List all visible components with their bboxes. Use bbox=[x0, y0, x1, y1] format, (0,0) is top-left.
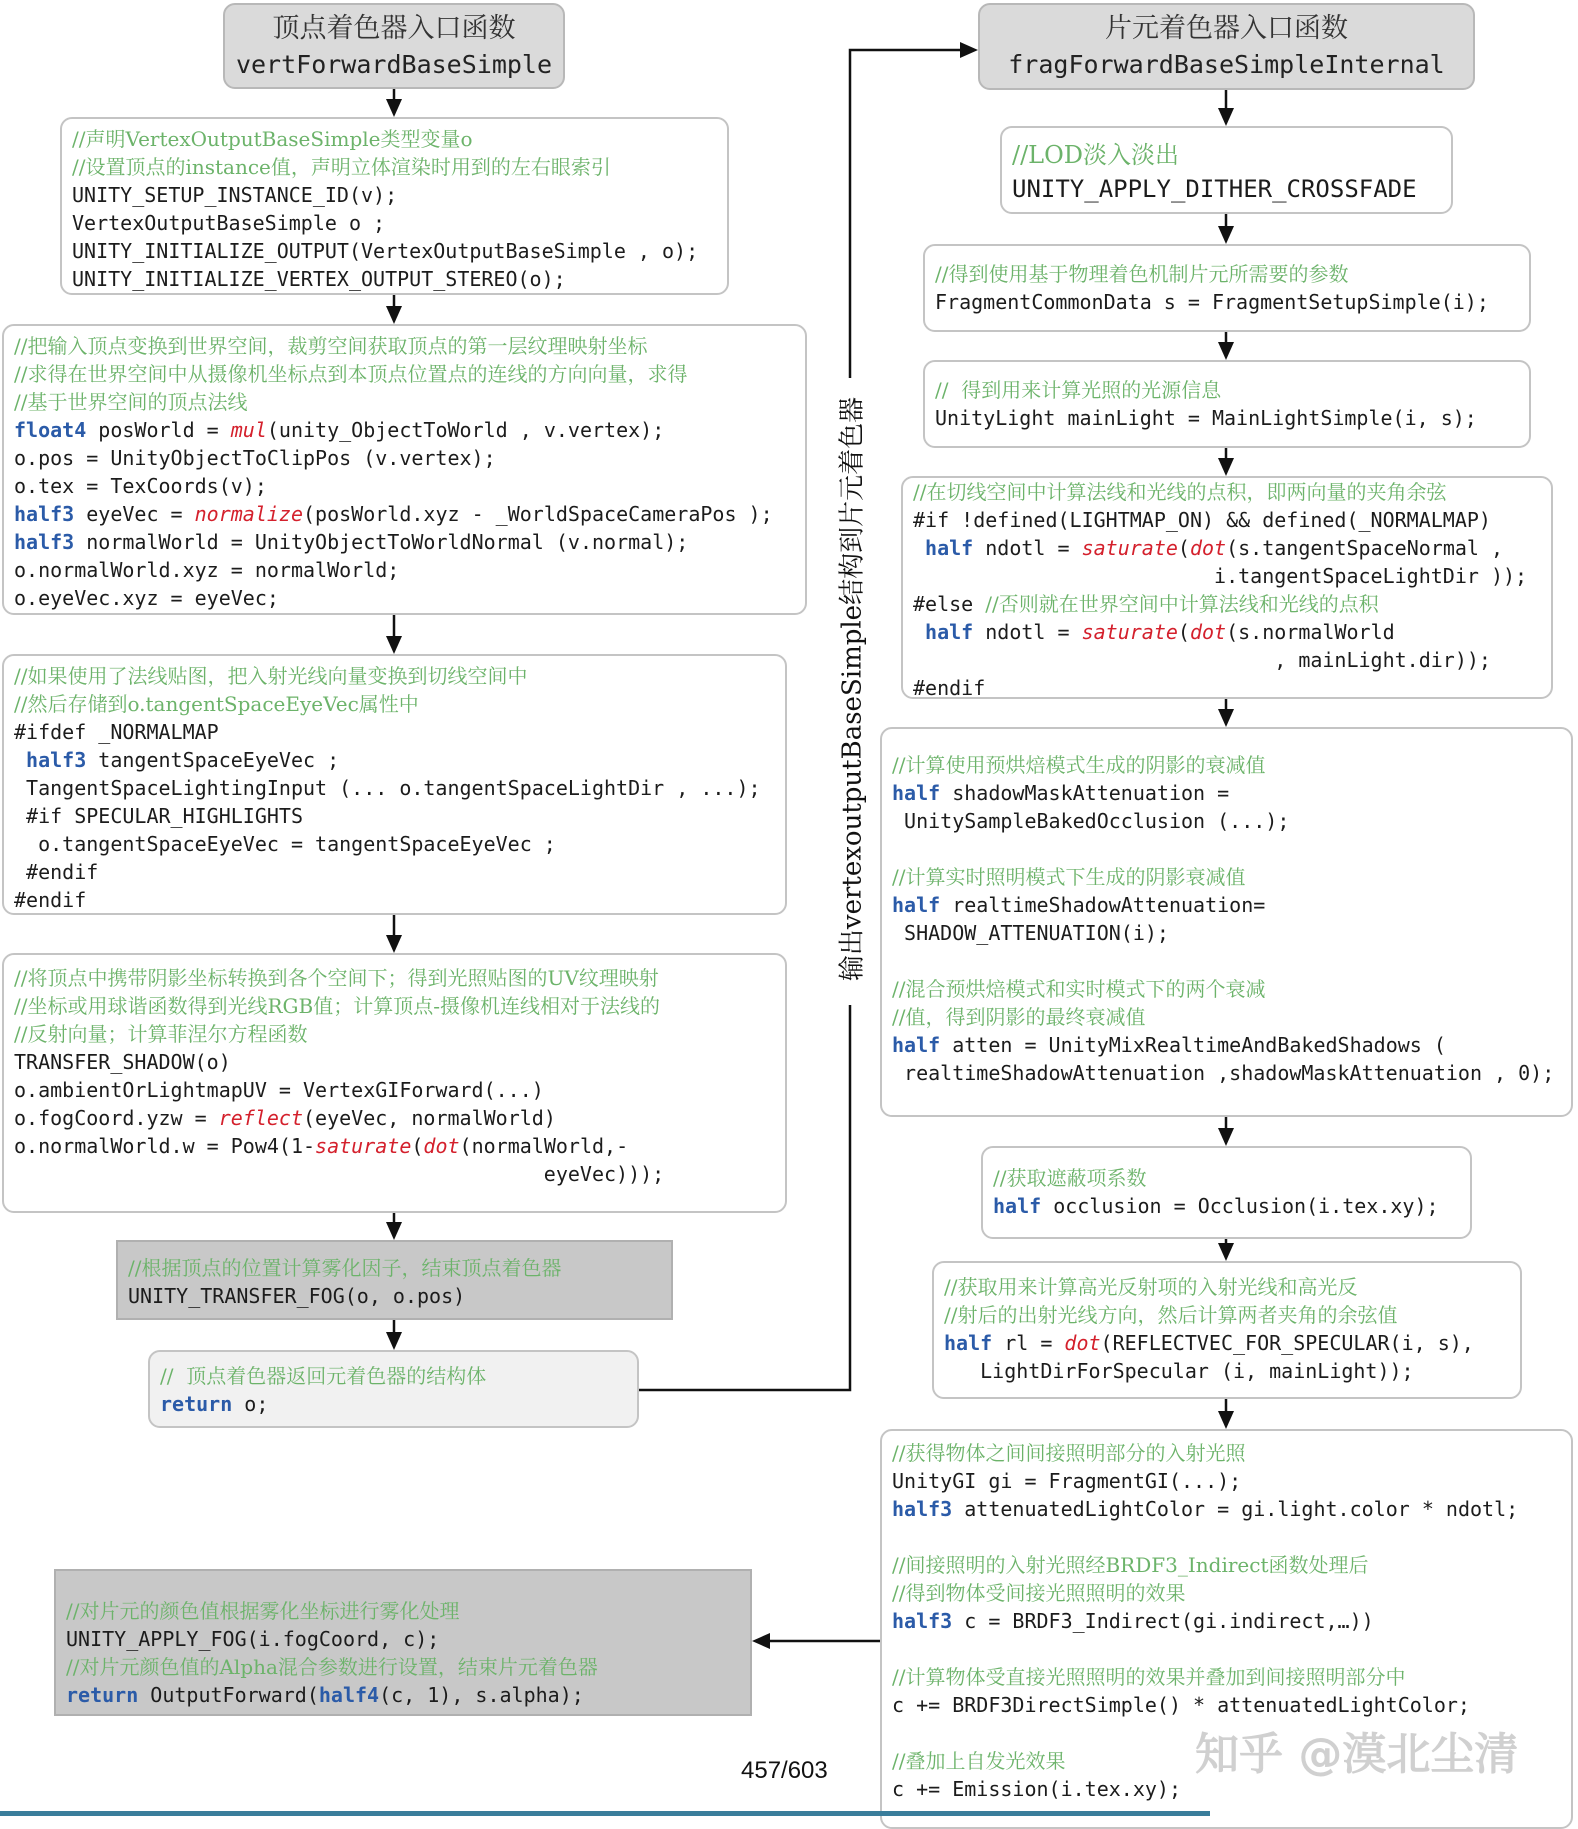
code-comment: //坐标或用球谐函数得到光线RGB值；计算顶点-摄像机连线相对于法线的 bbox=[14, 994, 660, 1018]
code-line bbox=[913, 646, 1541, 674]
code-line bbox=[892, 1439, 1561, 1467]
code-keyword: return bbox=[160, 1392, 233, 1416]
code-line bbox=[935, 288, 1519, 316]
code-text: normalWorld = UnityObjectToWorldNormal (v.normal); bbox=[74, 530, 689, 554]
code-text: (eyeVec, normalWorld) bbox=[303, 1106, 556, 1130]
code-intrinsic: dot bbox=[1189, 536, 1227, 560]
code-line bbox=[993, 1192, 1460, 1220]
code-line bbox=[14, 662, 775, 690]
code-text: (posWorld.xyz - _WorldSpaceCameraPos ); bbox=[303, 502, 773, 526]
code-text: rl = bbox=[992, 1331, 1065, 1355]
code-text: tangentSpaceEyeVec ; bbox=[86, 748, 340, 772]
code-comment: // 得到用来计算光照的光源信息 bbox=[935, 378, 1222, 402]
code-line bbox=[14, 1160, 775, 1188]
code-intrinsic: mul bbox=[230, 418, 267, 442]
code-text: o.tex = TexCoords(v); bbox=[14, 474, 267, 498]
code-line bbox=[892, 919, 1561, 947]
code-text: UnityLight mainLight = MainLightSimple(i, s); bbox=[935, 406, 1477, 430]
code-line bbox=[72, 265, 717, 293]
code-line bbox=[892, 1579, 1561, 1607]
code-comment: //叠加上自发光效果 bbox=[892, 1749, 1066, 1773]
vertex-shader-entry-title bbox=[223, 3, 565, 89]
code-line bbox=[66, 1625, 740, 1653]
code-line bbox=[128, 1282, 661, 1310]
code-line bbox=[14, 964, 775, 992]
code-line bbox=[14, 718, 775, 746]
code-line bbox=[72, 237, 717, 265]
code-text: o.eyeVec.xyz = eyeVec; bbox=[14, 586, 279, 610]
code-line bbox=[913, 478, 1541, 506]
code-keyword: half bbox=[925, 620, 974, 644]
code-line bbox=[72, 153, 717, 181]
code-line bbox=[913, 618, 1541, 646]
code-line bbox=[892, 807, 1561, 835]
fragment-setup-block bbox=[923, 244, 1531, 332]
arrow-head-icon bbox=[752, 1633, 770, 1649]
code-text: #else bbox=[913, 592, 986, 616]
code-comment: //获取遮蔽项系数 bbox=[993, 1166, 1147, 1190]
code-text: atten = UnityMixRealtimeAndBakedShadows ( bbox=[940, 1033, 1446, 1057]
code-comment: //否则就在世界空间中计算法线和光线的点积 bbox=[985, 592, 1379, 616]
arrow-head-icon bbox=[1218, 342, 1234, 360]
code-comment: //根据顶点的位置计算雾化因子，结束顶点着色器 bbox=[128, 1256, 562, 1280]
code-comment: //混合预烘焙模式和实时模式下的两个衰减 bbox=[892, 977, 1266, 1001]
code-line bbox=[892, 779, 1561, 807]
code-line bbox=[66, 1653, 740, 1681]
page-number: 457/603 bbox=[741, 1757, 828, 1784]
code-line bbox=[944, 1301, 1510, 1329]
fragment-specular-block bbox=[932, 1261, 1522, 1399]
code-text: #if !defined(LIGHTMAP_ON) && defined(_NORMALMAP) bbox=[913, 508, 1491, 532]
code-line bbox=[14, 992, 775, 1020]
code-line bbox=[14, 746, 775, 774]
code-comment: //对片元的颜色值根据雾化坐标进行雾化处理 bbox=[66, 1599, 460, 1623]
code-keyword: half3 bbox=[26, 748, 87, 772]
code-line bbox=[892, 1059, 1561, 1087]
arrow-head-icon bbox=[1218, 1128, 1234, 1146]
code-text: UnityGI gi = FragmentGI(...); bbox=[892, 1469, 1242, 1493]
code-comment: //LOD淡入淡出 bbox=[1012, 141, 1180, 169]
code-text: ndotl = bbox=[973, 536, 1082, 560]
code-text: SHADOW_ATTENUATION(i); bbox=[892, 921, 1169, 945]
watermark: 知乎 @漠北尘清 bbox=[1195, 1729, 1519, 1780]
code-line bbox=[14, 500, 795, 528]
code-line bbox=[14, 1132, 775, 1160]
code-text bbox=[913, 536, 925, 560]
code-text: c += Emission(i.tex.xy); bbox=[892, 1777, 1181, 1801]
code-comment: //计算实时照明模式下生成的阴影衰减值 bbox=[892, 865, 1246, 889]
arrow-head-icon bbox=[1218, 108, 1234, 126]
code-comment: //将顶点中携带阴影坐标转换到各个空间下；得到光照贴图的UV纹理映射 bbox=[14, 966, 659, 990]
code-line bbox=[14, 830, 775, 858]
code-line bbox=[892, 1467, 1561, 1495]
connector-label: 输出vertexoutputBaseSimple结构到片元着色器 bbox=[837, 396, 868, 982]
code-text: UNITY_INITIALIZE_OUTPUT(VertexOutputBaseSimple , o); bbox=[72, 239, 699, 263]
arrow-head-icon bbox=[386, 99, 402, 117]
code-keyword: half3 bbox=[14, 502, 75, 526]
code-text: o.normalWorld.w = Pow4(1- bbox=[14, 1134, 316, 1158]
code-keyword: half3 bbox=[892, 1497, 953, 1521]
code-intrinsic: saturate bbox=[1081, 536, 1178, 560]
code-text bbox=[14, 748, 26, 772]
code-comment: //计算物体受直接光照照明的效果并叠加到间接照明部分中 bbox=[892, 1665, 1406, 1689]
code-line bbox=[14, 1048, 775, 1076]
code-intrinsic: dot bbox=[1064, 1331, 1101, 1355]
bottom-progress-bar bbox=[0, 1811, 1210, 1816]
code-line bbox=[892, 1607, 1561, 1635]
code-line bbox=[72, 181, 717, 209]
code-text: TangentSpaceLightingInput (... o.tangentSpaceLightDir , ...); bbox=[14, 776, 761, 800]
code-text: posWorld = bbox=[86, 418, 231, 442]
arrow-head-icon bbox=[386, 1332, 402, 1350]
code-text: eyeVec))); bbox=[14, 1162, 665, 1186]
code-text: , mainLight.dir)); bbox=[913, 648, 1491, 672]
code-line bbox=[892, 863, 1561, 891]
fragment-ndotl-block bbox=[901, 476, 1553, 699]
fragment-title-function: fragForwardBaseSimpleInternal bbox=[1008, 50, 1445, 79]
code-line bbox=[14, 1104, 775, 1132]
code-intrinsic: normalize bbox=[194, 502, 304, 526]
code-keyword: half4 bbox=[318, 1683, 380, 1707]
code-text: VertexOutputBaseSimple o ; bbox=[72, 211, 386, 235]
code-text: c = BRDF3_Indirect(gi.indirect,…)) bbox=[952, 1609, 1374, 1633]
code-text: o.tangentSpaceEyeVec = tangentSpaceEyeVec ; bbox=[14, 832, 556, 856]
fragment-title-zh: 片元着色器入口函数 bbox=[1105, 13, 1348, 44]
code-comment: //在切线空间中计算法线和光线的点积，即两向量的夹角余弦 bbox=[913, 480, 1447, 504]
code-intrinsic: saturate bbox=[1081, 620, 1178, 644]
arrow-head-icon bbox=[386, 935, 402, 953]
code-line bbox=[1012, 138, 1441, 172]
code-line bbox=[892, 1691, 1561, 1719]
fragment-attenuation-block bbox=[880, 727, 1573, 1117]
code-comment: //对片元颜色值的Alpha混合参数进行设置，结束片元着色器 bbox=[66, 1655, 598, 1679]
code-text: #endif bbox=[913, 676, 986, 700]
code-text: eyeVec = bbox=[74, 502, 195, 526]
code-text: (s.tangentSpaceNormal , bbox=[1226, 536, 1504, 560]
code-keyword: half bbox=[993, 1194, 1042, 1218]
vertex-tangent-block bbox=[2, 654, 787, 915]
code-line bbox=[160, 1390, 627, 1418]
code-text: o.normalWorld.xyz = normalWorld; bbox=[14, 558, 400, 582]
code-text: occlusion = Occlusion(i.tex.xy); bbox=[1041, 1194, 1439, 1218]
code-text: o.fogCoord.yzw = bbox=[14, 1106, 219, 1130]
code-line bbox=[14, 774, 775, 802]
code-text: ( bbox=[411, 1134, 424, 1158]
code-text bbox=[913, 620, 925, 644]
code-line bbox=[14, 556, 795, 584]
code-text: realtimeShadowAttenuation ,shadowMaskAttenuation , 0); bbox=[892, 1061, 1555, 1085]
code-keyword: half bbox=[892, 781, 941, 805]
code-line bbox=[892, 891, 1561, 919]
code-line bbox=[14, 332, 795, 360]
arrow-head-icon bbox=[386, 306, 402, 324]
code-comment: //声明VertexOutputBaseSimple类型变量o bbox=[72, 127, 473, 151]
code-line bbox=[1012, 172, 1441, 206]
vertex-shadow-block bbox=[2, 953, 787, 1213]
code-comment: //得到使用基于物理着色机制片元所需要的参数 bbox=[935, 262, 1349, 286]
code-text: #if SPECULAR_HIGHLIGHTS bbox=[14, 804, 303, 828]
code-line bbox=[892, 1663, 1561, 1691]
code-line bbox=[892, 835, 1561, 863]
vertex-transform-block bbox=[2, 324, 807, 615]
code-text: TRANSFER_SHADOW(o) bbox=[14, 1050, 231, 1074]
code-text: ( bbox=[1177, 536, 1190, 560]
code-text: #endif bbox=[14, 888, 87, 912]
code-comment: //获得物体之间间接照明部分的入射光照 bbox=[892, 1441, 1246, 1465]
arrow-head-icon bbox=[386, 1222, 402, 1240]
code-text: attenuatedLightColor = gi.light.color * ndotl; bbox=[952, 1497, 1519, 1521]
code-line bbox=[14, 690, 775, 718]
code-text: (unity_ObjectToWorld , v.vertex); bbox=[266, 418, 665, 442]
arrow-head-icon bbox=[1218, 1243, 1234, 1261]
code-text: shadowMaskAttenuation = bbox=[940, 781, 1230, 805]
vertex-title-zh: 顶点着色器入口函数 bbox=[272, 13, 516, 44]
code-comment: //把输入顶点变换到世界空间，裁剪空间获取顶点的第一层纹理映射坐标 bbox=[14, 334, 648, 358]
code-line bbox=[913, 674, 1541, 702]
code-text: ndotl = bbox=[973, 620, 1082, 644]
code-keyword: half bbox=[944, 1331, 993, 1355]
code-line bbox=[892, 1635, 1561, 1663]
code-line bbox=[14, 858, 775, 886]
code-line bbox=[935, 260, 1519, 288]
code-text: (normalWorld,- bbox=[459, 1134, 629, 1158]
code-keyword: half3 bbox=[14, 530, 75, 554]
code-keyword: half bbox=[892, 893, 941, 917]
code-line bbox=[14, 416, 795, 444]
arrow-head-icon bbox=[1218, 1411, 1234, 1429]
code-intrinsic: dot bbox=[423, 1134, 460, 1158]
code-comment: //基于世界空间的顶点法线 bbox=[14, 390, 248, 414]
code-text: OutputForward( bbox=[138, 1683, 319, 1707]
code-text: #endif bbox=[14, 860, 99, 884]
code-line bbox=[72, 209, 717, 237]
code-line bbox=[72, 125, 717, 153]
code-comment: // 顶点着色器返回元着色器的结构体 bbox=[160, 1364, 487, 1388]
vertex-title-function: vertForwardBaseSimple bbox=[235, 50, 553, 79]
fragment-output-block bbox=[54, 1569, 752, 1716]
code-line bbox=[14, 444, 795, 472]
code-line bbox=[14, 802, 775, 830]
code-text: #ifdef _NORMALMAP bbox=[14, 720, 219, 744]
vertex-return-block bbox=[148, 1350, 639, 1428]
code-comment: //然后存储到o.tangentSpaceEyeVec属性中 bbox=[14, 692, 419, 716]
code-comment: //间接照明的入射光照经BRDF3_Indirect函数处理后 bbox=[892, 1553, 1369, 1577]
code-line bbox=[944, 1273, 1510, 1301]
vertex-fog-block bbox=[116, 1240, 673, 1320]
code-line bbox=[913, 534, 1541, 562]
code-line bbox=[14, 584, 795, 612]
code-line bbox=[892, 1031, 1561, 1059]
code-line bbox=[14, 388, 795, 416]
arrow-head-icon bbox=[960, 42, 978, 58]
arrow-head-icon bbox=[386, 636, 402, 654]
code-text: (c, 1), s.alpha); bbox=[379, 1683, 584, 1707]
code-line bbox=[892, 975, 1561, 1003]
code-keyword: float4 bbox=[14, 418, 87, 442]
code-text: (REFLECTVEC_FOR_SPECULAR(i, s), bbox=[1100, 1331, 1474, 1355]
code-keyword: half bbox=[925, 536, 974, 560]
code-line bbox=[892, 1523, 1561, 1551]
code-text: o; bbox=[232, 1392, 269, 1416]
code-intrinsic: dot bbox=[1189, 620, 1227, 644]
code-line bbox=[14, 528, 795, 556]
code-line bbox=[892, 751, 1561, 779]
code-comment: //射后的出射光线方向，然后计算两者夹角的余弦值 bbox=[944, 1303, 1398, 1327]
code-line bbox=[913, 590, 1541, 618]
code-intrinsic: reflect bbox=[218, 1106, 303, 1130]
code-line bbox=[935, 376, 1519, 404]
code-text: (s.normalWorld bbox=[1226, 620, 1395, 644]
fragment-occlusion-block bbox=[981, 1146, 1472, 1239]
fragment-light-block bbox=[923, 360, 1531, 448]
code-comment: //如果使用了法线贴图，把入射光线向量变换到切线空间中 bbox=[14, 664, 528, 688]
code-line bbox=[14, 1020, 775, 1048]
code-text: realtimeShadowAttenuation= bbox=[940, 893, 1266, 917]
code-keyword: half3 bbox=[892, 1609, 953, 1633]
code-text: o.pos = UnityObjectToClipPos (v.vertex); bbox=[14, 446, 496, 470]
code-line bbox=[14, 886, 775, 914]
code-comment: //获取用来计算高光反射项的入射光线和高光反 bbox=[944, 1275, 1358, 1299]
code-line bbox=[892, 1003, 1561, 1031]
arrow-head-icon bbox=[1218, 226, 1234, 244]
code-text: UNITY_APPLY_DITHER_CROSSFADE bbox=[1012, 175, 1417, 203]
code-line bbox=[913, 506, 1541, 534]
vertex-setup-block bbox=[60, 117, 729, 295]
code-line bbox=[128, 1254, 661, 1282]
code-comment: //计算使用预烘焙模式生成的阴影的衰减值 bbox=[892, 753, 1266, 777]
code-line bbox=[66, 1681, 740, 1709]
code-line bbox=[944, 1357, 1510, 1385]
code-text: c += BRDF3DirectSimple() * attenuatedLightColor; bbox=[892, 1693, 1470, 1717]
code-line bbox=[913, 562, 1541, 590]
code-line bbox=[892, 1551, 1561, 1579]
code-comment: //反射向量；计算菲涅尔方程函数 bbox=[14, 1022, 308, 1046]
code-line bbox=[14, 1076, 775, 1104]
code-comment: //值，得到阴影的最终衰减值 bbox=[892, 1005, 1146, 1029]
arrow-head-icon bbox=[1218, 709, 1234, 727]
code-text: UNITY_TRANSFER_FOG(o, o.pos) bbox=[128, 1284, 466, 1308]
code-text: FragmentCommonData s = FragmentSetupSimple(i); bbox=[935, 290, 1489, 314]
code-intrinsic: saturate bbox=[315, 1134, 412, 1158]
code-line bbox=[993, 1164, 1460, 1192]
arrow-head-icon bbox=[1218, 458, 1234, 476]
code-keyword: half bbox=[892, 1033, 941, 1057]
code-text: i.tangentSpaceLightDir )); bbox=[913, 564, 1528, 588]
code-line bbox=[892, 947, 1561, 975]
code-line bbox=[160, 1362, 627, 1390]
code-line bbox=[66, 1597, 740, 1625]
code-text: o.ambientOrLightmapUV = VertexGIForward(...) bbox=[14, 1078, 544, 1102]
code-comment: //得到物体受间接光照照明的效果 bbox=[892, 1581, 1186, 1605]
code-line bbox=[944, 1329, 1510, 1357]
code-text: UNITY_INITIALIZE_VERTEX_OUTPUT_STEREO(o); bbox=[72, 267, 566, 291]
code-text: ( bbox=[1177, 620, 1190, 644]
code-line bbox=[14, 360, 795, 388]
fragment-shader-entry-title bbox=[978, 3, 1475, 90]
fragment-lod-block bbox=[1000, 126, 1453, 214]
code-line bbox=[14, 472, 795, 500]
code-comment: //求得在世界空间中从摄像机坐标点到本顶点位置点的连线的方向向量，求得 bbox=[14, 362, 688, 386]
code-keyword: return bbox=[66, 1683, 139, 1707]
code-text: UNITY_SETUP_INSTANCE_ID(v); bbox=[72, 183, 398, 207]
code-line bbox=[935, 404, 1519, 432]
code-comment: //设置顶点的instance值，声明立体渲染时用到的左右眼索引 bbox=[72, 155, 611, 179]
code-line bbox=[892, 1495, 1561, 1523]
code-text: UnitySampleBakedOcclusion (...); bbox=[892, 809, 1290, 833]
code-text: UNITY_APPLY_FOG(i.fogCoord, c); bbox=[66, 1627, 440, 1651]
code-text: LightDirForSpecular (i, mainLight)); bbox=[944, 1359, 1414, 1383]
